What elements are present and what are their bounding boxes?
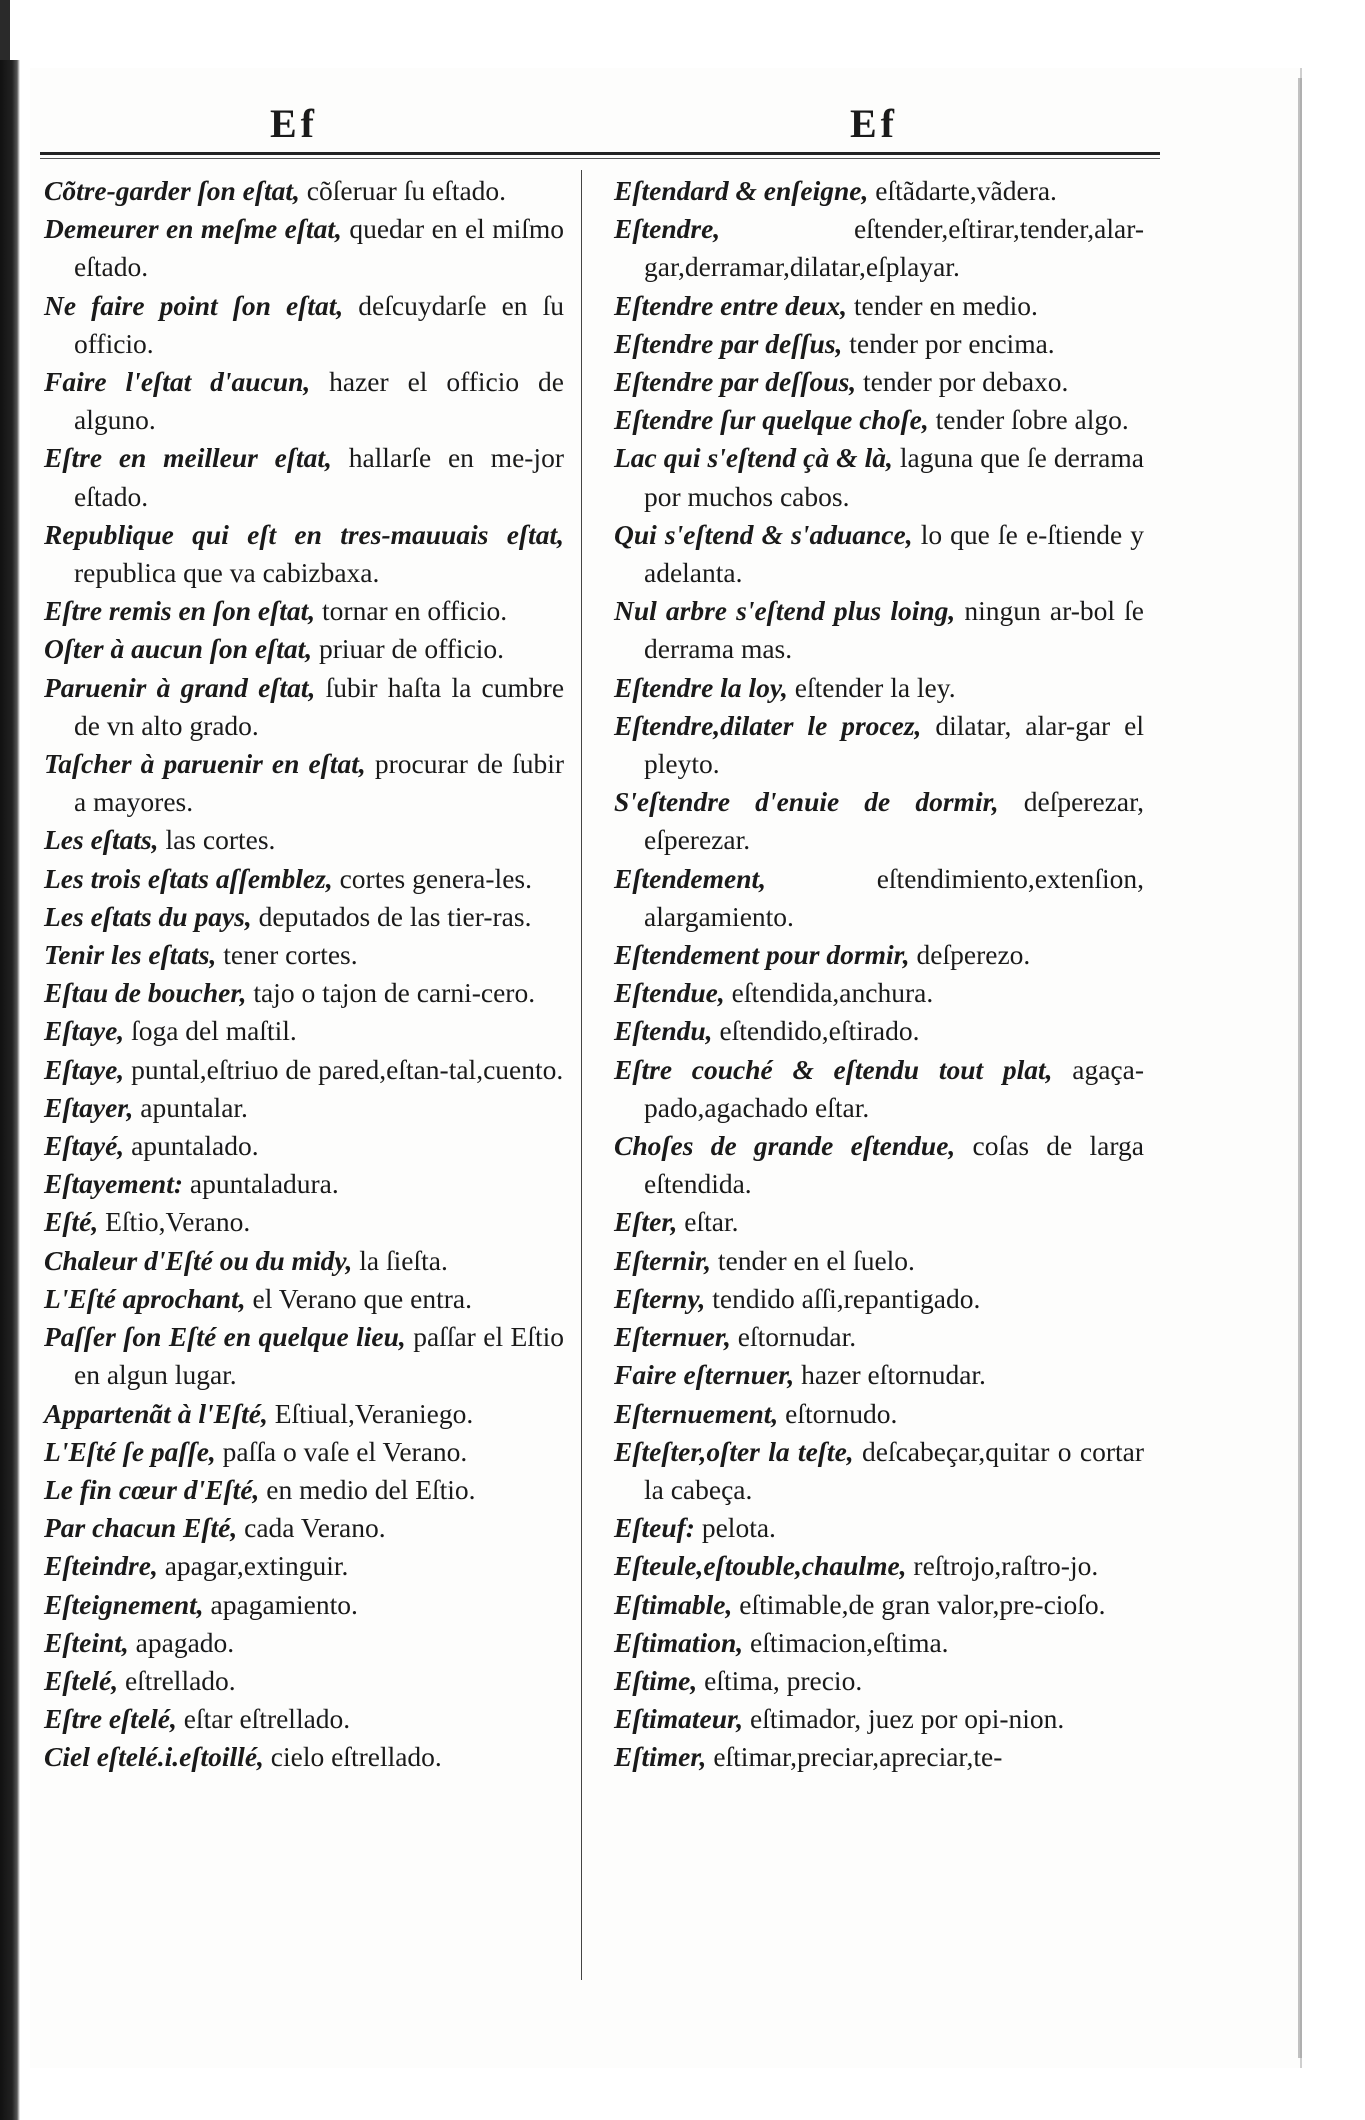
dictionary-entry [614, 439, 1144, 515]
entry-translation: eſtima, precio. [704, 1664, 863, 1696]
dictionary-entry [614, 707, 1144, 783]
entry-translation: hallarſe en me-jor eſtado. [74, 442, 564, 512]
dictionary-entry [44, 974, 564, 1012]
entry-headword: Le fin cœur d'Eſté, [44, 1473, 260, 1505]
entry-translation: apagar,extinguir. [164, 1550, 349, 1582]
entry-translation: eſtrellado. [124, 1664, 236, 1696]
entry-headword: Appartenãt à l'Eſté, [44, 1397, 268, 1429]
entry-headword: Eſtre eſtelé, [44, 1703, 177, 1735]
entry-translation: eſtender la ley. [794, 671, 956, 703]
running-head-left: Ef [270, 101, 318, 146]
dictionary-entry [44, 860, 564, 898]
entry-headword: Eſteignement, [44, 1588, 204, 1620]
entry-translation: apuntalar. [140, 1091, 248, 1123]
entry-translation: pelota. [701, 1512, 776, 1544]
entry-translation: tendido aſſi,repantigado. [712, 1282, 981, 1314]
dictionary-entry [44, 1471, 564, 1509]
entry-headword: Eſtendue, [614, 977, 725, 1009]
entry-translation: quedar en el miſmo eſtado. [74, 213, 565, 283]
entry-translation: priuar de officio. [319, 633, 505, 665]
dictionary-entry [44, 821, 564, 859]
entry-headword: Eſternir, [614, 1244, 712, 1276]
dictionary-entry [44, 1586, 564, 1624]
entry-headword: L'Eſté ſe paſſe, [44, 1435, 216, 1467]
dictionary-entry [44, 1051, 564, 1089]
entry-headword: Paſſer ſon Eſté en quelque lieu, [44, 1321, 406, 1353]
dictionary-entry [614, 974, 1144, 1012]
entry-headword: Faire l'eſtat d'aucun, [44, 366, 311, 398]
entry-headword: Eſtimateur, [614, 1703, 744, 1735]
entry-headword: S'eſtendre d'enuie de dormir, [614, 786, 999, 818]
dictionary-entry [614, 783, 1144, 859]
entry-translation: coſas de larga eſtendida. [644, 1130, 1144, 1200]
dictionary-entry [44, 1318, 564, 1394]
dictionary-entry [614, 1624, 1144, 1662]
entry-translation: eſtar. [684, 1206, 739, 1238]
entry-headword: Eſternuer, [614, 1321, 731, 1353]
entry-translation: tender por encima. [849, 327, 1055, 359]
dictionary-entry [44, 592, 564, 630]
entry-translation: hazer el officio de alguno. [74, 366, 564, 436]
entry-headword: Eſternuement, [614, 1397, 779, 1429]
dictionary-entry [44, 1165, 564, 1203]
entry-headword: Eſtre couché & eſtendu tout plat, [614, 1053, 1053, 1085]
entry-headword: Eſtimable, [614, 1588, 733, 1620]
dictionary-entry [614, 1012, 1144, 1050]
dictionary-entry [44, 1203, 564, 1241]
entry-translation: deſperezar, eſperezar. [644, 786, 1145, 856]
page-edge [1298, 78, 1302, 2058]
dictionary-entry [44, 1089, 564, 1127]
entry-headword: Eſtre en meilleur eſtat, [44, 442, 332, 474]
dictionary-entry [614, 1318, 1144, 1356]
entry-translation: apagamiento. [210, 1588, 358, 1620]
entry-headword: Eſtendre entre deux, [614, 289, 847, 321]
dictionary-entry [614, 592, 1144, 668]
entry-headword: Chaleur d'Eſté ou du midy, [44, 1244, 353, 1276]
dictionary-entry [44, 1547, 564, 1585]
entry-translation: ſubir haſta la cumbre de vn alto grado. [74, 671, 565, 741]
header-rule [40, 152, 1160, 155]
entry-translation: el Verano que entra. [252, 1282, 472, 1314]
entry-translation: Eſtio,Verano. [105, 1206, 251, 1238]
entry-translation: cielo eſtrellado. [270, 1741, 442, 1773]
entry-headword: Eſtaye, [44, 1015, 125, 1047]
entry-translation: tender ſobre algo. [935, 404, 1129, 436]
dictionary-entry [44, 172, 564, 210]
entry-translation: en medio del Eſtio. [266, 1473, 476, 1505]
entry-translation: eſtornudo. [785, 1397, 898, 1429]
entry-headword: Eſtendre par deſſus, [614, 327, 843, 359]
entry-headword: Eſtayé, [44, 1130, 125, 1162]
entry-headword: Eſtimation, [614, 1626, 744, 1658]
entry-translation: procurar de ſubir a mayores. [74, 748, 565, 818]
entry-translation: apagado. [135, 1626, 235, 1658]
entry-headword: Lac qui s'eſtend çà & là, [614, 442, 893, 474]
dictionary-entry [614, 1242, 1144, 1280]
dictionary-entry [44, 1012, 564, 1050]
entry-headword: Les eſtats du pays, [44, 900, 252, 932]
entry-translation: eſtimar,preciar,apreciar,te- [713, 1741, 1003, 1773]
entry-translation: republica que va cabizbaxa. [74, 557, 380, 589]
dictionary-entry [614, 1203, 1144, 1241]
dictionary-entry [614, 516, 1144, 592]
dictionary-entry [44, 287, 564, 363]
entry-headword: Tenir les eſtats, [44, 939, 217, 971]
entry-translation: eſtendimiento,extenſion, alargamiento. [644, 862, 1144, 932]
entry-translation: eſtar eſtrellado. [183, 1703, 351, 1735]
entry-headword: Ciel eſtelé.i.eſtoillé, [44, 1741, 264, 1773]
entry-headword: Ne faire point ſon eſtat, [44, 289, 344, 321]
entry-headword: Eſteuf: [614, 1512, 695, 1544]
entry-headword: Choſes de grande eſtendue, [614, 1130, 956, 1162]
entry-headword: Eſteule,eſtouble,chaulme, [614, 1550, 907, 1582]
dictionary-entry [614, 1433, 1144, 1509]
dictionary-entry [614, 1051, 1144, 1127]
entry-headword: Eſtau de boucher, [44, 977, 247, 1009]
entry-translation: tajo o tajon de carni-cero. [253, 977, 536, 1009]
entry-translation: eſtimacion,eſtima. [750, 1626, 949, 1658]
entry-headword: Eſtendre,dilater le procez, [614, 709, 922, 741]
dictionary-entry [44, 1395, 564, 1433]
dictionary-entry [44, 1280, 564, 1318]
entry-headword: Les eſtats, [44, 824, 159, 856]
entry-headword: Eſterny, [614, 1282, 706, 1314]
entry-translation: eſtãdarte,vãdera. [875, 175, 1057, 206]
dictionary-entry [614, 1127, 1144, 1203]
entry-headword: Faire eſternuer, [614, 1359, 795, 1391]
entry-translation: eſtendida,anchura. [731, 977, 934, 1009]
entry-translation: agaça-pado,agachado eſtar. [644, 1053, 1144, 1123]
running-head-right: Ef [850, 101, 898, 146]
entry-translation: tender en medio. [853, 289, 1038, 321]
dictionary-entry [614, 669, 1144, 707]
entry-translation: deſcuydarſe en ſu officio. [74, 289, 564, 359]
dictionary-entry [614, 325, 1144, 363]
dictionary-entry [44, 898, 564, 936]
entry-translation: la ſieſta. [359, 1244, 448, 1276]
entry-translation: deſcabeçar,quitar o cortar la cabeça. [644, 1435, 1144, 1505]
entry-headword: Republique qui eſt en tres-mauuais eſtat, [44, 518, 564, 550]
entry-headword: Eſtendre, [614, 213, 721, 245]
dictionary-entry [614, 1547, 1144, 1585]
entry-headword: Eſtendement, [614, 862, 767, 894]
entry-translation: dilatar, alar-gar el pleyto. [644, 709, 1144, 780]
entry-translation: las cortes. [165, 824, 276, 856]
dictionary-entry [44, 1738, 564, 1776]
dictionary-entry [44, 1242, 564, 1280]
entry-headword: Oſter à aucun ſon eſtat, [44, 633, 313, 665]
entry-translation: laguna que ſe derrama por muchos cabos. [644, 442, 1144, 512]
dictionary-entry [44, 630, 564, 668]
header-rule-thin [40, 158, 1160, 159]
entry-headword: Eſtendard & enſeigne, [614, 175, 869, 206]
entry-headword: Eſtimer, [614, 1741, 707, 1773]
dictionary-entry [614, 210, 1144, 286]
dictionary-entry [44, 936, 564, 974]
dictionary-entry [614, 1586, 1144, 1624]
entry-headword: Eſtime, [614, 1664, 698, 1696]
page-header [40, 100, 1280, 150]
entry-headword: Eſtelé, [44, 1664, 119, 1696]
dictionary-entry [614, 860, 1144, 936]
dictionary-entry [614, 1738, 1144, 1776]
entry-translation: eſtendido,eſtirado. [719, 1015, 920, 1047]
entry-headword: Eſtendu, [614, 1015, 713, 1047]
entry-headword: Eſter, [614, 1206, 678, 1238]
entry-translation: reſtrojo,raſtro-jo. [913, 1550, 1099, 1582]
entry-headword: Eſtayer, [44, 1091, 134, 1123]
dictionary-entry [44, 210, 564, 286]
entry-translation: Eſtiual,Veraniego. [274, 1397, 474, 1429]
entry-headword: Eſteſter,oſter la teſte, [614, 1435, 854, 1467]
dictionary-entry [614, 401, 1144, 439]
dictionary-entry [44, 1433, 564, 1471]
dictionary-entry [44, 439, 564, 515]
entry-translation: ningun ar-bol ſe derrama mas. [644, 595, 1144, 665]
dictionary-entry [44, 1509, 564, 1547]
entry-headword: Cõtre-garder ſon eſtat, [44, 175, 300, 206]
entry-translation: deſperezo. [916, 939, 1031, 971]
entry-headword: Eſtendre la loy, [614, 671, 788, 703]
entry-translation: deputados de las tier-ras. [258, 900, 532, 932]
entry-headword: Qui s'eſtend & s'aduance, [614, 518, 913, 550]
right-column [614, 172, 1144, 1777]
dictionary-entry [614, 1509, 1144, 1547]
entry-headword: Eſtendement pour dormir, [614, 939, 910, 971]
entry-translation: eſtimable,de gran valor,pre-cioſo. [739, 1588, 1106, 1620]
entry-translation: cõſeruar ſu eſtado. [306, 175, 507, 206]
entry-translation: puntal,eſtriuo de pared,eſtan-tal,cuento. [131, 1053, 564, 1085]
dictionary-entry [44, 669, 564, 745]
left-column [44, 172, 564, 1777]
entry-translation: cada Verano. [244, 1512, 386, 1544]
entry-translation: apuntaladura. [189, 1168, 339, 1200]
entry-headword: Eſtre remis en ſon eſtat, [44, 595, 316, 627]
dictionary-entry [44, 516, 564, 592]
entry-headword: Eſté, [44, 1206, 99, 1238]
dictionary-entry [614, 1395, 1144, 1433]
binding-spine [0, 60, 20, 2120]
entry-headword: Eſtaye, [44, 1053, 125, 1085]
entry-translation: paſſa o vaſe el Verano. [222, 1435, 468, 1467]
dictionary-entry [44, 363, 564, 439]
entry-translation: eſtimador, juez por opi-nion. [750, 1703, 1065, 1735]
dictionary-entry [614, 172, 1144, 210]
entry-headword: L'Eſté aprochant, [44, 1282, 246, 1314]
entry-translation: ſoga del maſtil. [131, 1015, 297, 1047]
entry-translation: tornar en officio. [322, 595, 508, 627]
entry-headword: Les trois eſtats aſſemblez, [44, 862, 333, 894]
dictionary-entry [44, 1624, 564, 1662]
entry-translation: paſſar el Eſtio en algun lugar. [74, 1321, 564, 1391]
entry-headword: Nul arbre s'eſtend plus loing, [614, 595, 956, 627]
entry-translation: eſtornudar. [737, 1321, 857, 1353]
dictionary-entry [44, 745, 564, 821]
entry-headword: Paruenir à grand eſtat, [44, 671, 316, 703]
dictionary-entry [614, 1662, 1144, 1700]
entry-headword: Taſcher à paruenir en eſtat, [44, 748, 366, 780]
entry-translation: tender en el ſuelo. [717, 1244, 915, 1276]
entry-translation: tener cortes. [223, 939, 358, 971]
dictionary-entry [614, 363, 1144, 401]
entry-headword: Eſteint, [44, 1626, 129, 1658]
entry-headword: Par chacun Eſté, [44, 1512, 238, 1544]
dictionary-entry [44, 1700, 564, 1738]
entry-translation: apuntalado. [131, 1130, 259, 1162]
entry-translation: hazer eſtornudar. [801, 1359, 986, 1391]
dictionary-entry [614, 287, 1144, 325]
column-divider [581, 170, 582, 1980]
entry-headword: Demeurer en meſme eſtat, [44, 213, 342, 245]
entry-translation: cortes genera-les. [339, 862, 532, 894]
dictionary-entry [614, 1356, 1144, 1394]
dictionary-entry [44, 1662, 564, 1700]
dictionary-entry [44, 1127, 564, 1165]
entry-headword: Eſtendre par deſſous, [614, 366, 857, 398]
entry-translation: eſtender,eſtirar,tender,alar-gar,derramar,dilatar,eſplayar. [644, 213, 1144, 283]
entry-translation: tender por debaxo. [863, 366, 1069, 398]
entry-headword: Eſtayement: [44, 1168, 183, 1200]
dictionary-entry [614, 1280, 1144, 1318]
entry-headword: Eſtendre ſur quelque choſe, [614, 404, 929, 436]
entry-headword: Eſteindre, [44, 1550, 158, 1582]
dictionary-entry [614, 1700, 1144, 1738]
dictionary-entry [614, 936, 1144, 974]
entry-translation: lo que ſe e-ſtiende y adelanta. [644, 518, 1145, 589]
